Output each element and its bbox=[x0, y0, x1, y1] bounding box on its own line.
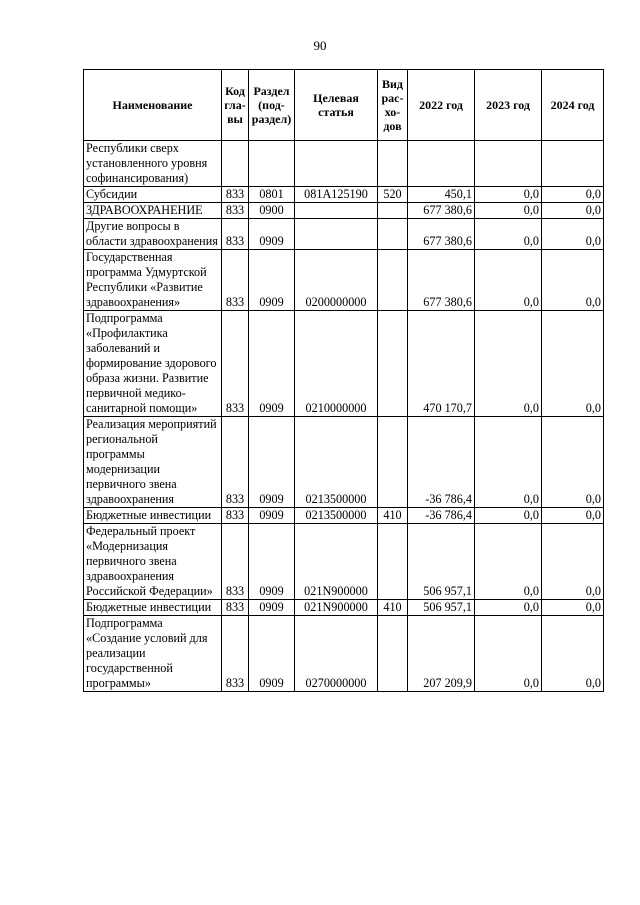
row-target-cell bbox=[295, 141, 378, 187]
row-type-cell bbox=[378, 203, 408, 219]
row-target-cell: 0200000000 bbox=[295, 250, 378, 311]
row-2022-cell: 470 170,7 bbox=[408, 311, 475, 417]
table-row bbox=[84, 141, 604, 187]
header-row bbox=[84, 70, 604, 141]
row-2022-cell: -36 786,4 bbox=[408, 508, 475, 524]
column-header-code: Код гла-вы bbox=[222, 70, 249, 141]
row-2023-cell: 0,0 bbox=[475, 250, 542, 311]
table-row bbox=[84, 187, 604, 203]
row-2022-cell bbox=[408, 141, 475, 187]
table-row bbox=[84, 524, 604, 600]
table-body bbox=[84, 141, 604, 692]
row-section-cell: 0900 bbox=[249, 203, 295, 219]
row-2024-cell: 0,0 bbox=[542, 250, 604, 311]
row-section-cell: 0909 bbox=[249, 250, 295, 311]
row-section-cell: 0909 bbox=[249, 600, 295, 616]
row-section-cell: 0909 bbox=[249, 524, 295, 600]
row-target-cell: 021N900000 bbox=[295, 524, 378, 600]
row-code-cell bbox=[222, 141, 249, 187]
row-2024-cell: 0,0 bbox=[542, 187, 604, 203]
column-header-type: Вид рас-хо-дов bbox=[378, 70, 408, 141]
table-row bbox=[84, 219, 604, 250]
table-row bbox=[84, 417, 604, 508]
row-name-cell: Реализация мероприятий региональной программы модернизации первичного звена здравоохранения bbox=[84, 417, 222, 508]
budget-table bbox=[83, 69, 604, 692]
row-2023-cell: 0,0 bbox=[475, 203, 542, 219]
row-2024-cell: 0,0 bbox=[542, 311, 604, 417]
row-2024-cell: 0,0 bbox=[542, 417, 604, 508]
row-2023-cell: 0,0 bbox=[475, 508, 542, 524]
row-code-cell: 833 bbox=[222, 600, 249, 616]
row-section-cell: 0909 bbox=[249, 616, 295, 692]
row-type-cell bbox=[378, 417, 408, 508]
row-target-cell: 081A125190 bbox=[295, 187, 378, 203]
row-code-cell: 833 bbox=[222, 203, 249, 219]
row-section-cell bbox=[249, 141, 295, 187]
column-header-2023: 2023 год bbox=[475, 70, 542, 141]
row-2022-cell: 450,1 bbox=[408, 187, 475, 203]
row-2022-cell: 207 209,9 bbox=[408, 616, 475, 692]
row-2024-cell: 0,0 bbox=[542, 616, 604, 692]
row-name-cell: Республики сверх установленного уровня софинансирования) bbox=[84, 141, 222, 187]
table-row bbox=[84, 616, 604, 692]
row-name-cell: ЗДРАВООХРАНЕНИЕ bbox=[84, 203, 222, 219]
row-2024-cell: 0,0 bbox=[542, 524, 604, 600]
row-code-cell: 833 bbox=[222, 508, 249, 524]
row-name-cell: Бюджетные инвестиции bbox=[84, 508, 222, 524]
row-name-cell: Другие вопросы в области здравоохранения bbox=[84, 219, 222, 250]
row-name-cell: Подпрограмма «Профилактика заболеваний и формирование здорового образа жизни. Развитие первичной медико-санитарной помощи» bbox=[84, 311, 222, 417]
row-code-cell: 833 bbox=[222, 311, 249, 417]
row-target-cell: 0270000000 bbox=[295, 616, 378, 692]
row-name-cell: Подпрограмма «Создание условий для реализации государственной программы» bbox=[84, 616, 222, 692]
row-code-cell: 833 bbox=[222, 417, 249, 508]
row-2023-cell: 0,0 bbox=[475, 187, 542, 203]
row-type-cell bbox=[378, 250, 408, 311]
column-header-2024: 2024 год bbox=[542, 70, 604, 141]
row-section-cell: 0801 bbox=[249, 187, 295, 203]
row-target-cell: 0210000000 bbox=[295, 311, 378, 417]
row-2022-cell: 677 380,6 bbox=[408, 203, 475, 219]
row-target-cell: 0213500000 bbox=[295, 508, 378, 524]
row-type-cell bbox=[378, 311, 408, 417]
row-code-cell: 833 bbox=[222, 187, 249, 203]
row-section-cell: 0909 bbox=[249, 508, 295, 524]
row-2022-cell: -36 786,4 bbox=[408, 417, 475, 508]
row-2024-cell: 0,0 bbox=[542, 203, 604, 219]
column-header-name: Наименование bbox=[84, 70, 222, 141]
row-type-cell bbox=[378, 219, 408, 250]
table-row bbox=[84, 250, 604, 311]
row-target-cell bbox=[295, 203, 378, 219]
row-code-cell: 833 bbox=[222, 524, 249, 600]
row-2022-cell: 506 957,1 bbox=[408, 524, 475, 600]
row-code-cell: 833 bbox=[222, 616, 249, 692]
row-2024-cell: 0,0 bbox=[542, 508, 604, 524]
row-name-cell: Федеральный проект «Модернизация первичного звена здравоохранения Российской Федерации» bbox=[84, 524, 222, 600]
row-section-cell: 0909 bbox=[249, 219, 295, 250]
row-name-cell: Государственная программа Удмуртской Республики «Развитие здравоохранения» bbox=[84, 250, 222, 311]
row-name-cell: Бюджетные инвестиции bbox=[84, 600, 222, 616]
row-2023-cell: 0,0 bbox=[475, 616, 542, 692]
row-2023-cell bbox=[475, 141, 542, 187]
row-type-cell: 410 bbox=[378, 600, 408, 616]
row-type-cell: 520 bbox=[378, 187, 408, 203]
row-2024-cell: 0,0 bbox=[542, 219, 604, 250]
table-row bbox=[84, 600, 604, 616]
row-2022-cell: 506 957,1 bbox=[408, 600, 475, 616]
row-2024-cell bbox=[542, 141, 604, 187]
column-header-target: Целевая статья bbox=[295, 70, 378, 141]
row-target-cell: 0213500000 bbox=[295, 417, 378, 508]
row-type-cell bbox=[378, 616, 408, 692]
row-code-cell: 833 bbox=[222, 219, 249, 250]
table-row bbox=[84, 203, 604, 219]
table-row bbox=[84, 508, 604, 524]
table-row bbox=[84, 311, 604, 417]
row-section-cell: 0909 bbox=[249, 417, 295, 508]
column-header-section: Раздел (под-раздел) bbox=[249, 70, 295, 141]
row-type-cell bbox=[378, 141, 408, 187]
row-2022-cell: 677 380,6 bbox=[408, 250, 475, 311]
row-code-cell: 833 bbox=[222, 250, 249, 311]
row-2023-cell: 0,0 bbox=[475, 600, 542, 616]
row-name-cell: Субсидии bbox=[84, 187, 222, 203]
row-2024-cell: 0,0 bbox=[542, 600, 604, 616]
row-2023-cell: 0,0 bbox=[475, 524, 542, 600]
row-2023-cell: 0,0 bbox=[475, 311, 542, 417]
row-2022-cell: 677 380,6 bbox=[408, 219, 475, 250]
page-number: 90 bbox=[313, 38, 327, 53]
row-target-cell bbox=[295, 219, 378, 250]
row-2023-cell: 0,0 bbox=[475, 219, 542, 250]
row-target-cell: 021N900000 bbox=[295, 600, 378, 616]
column-header-2022: 2022 год bbox=[408, 70, 475, 141]
row-type-cell: 410 bbox=[378, 508, 408, 524]
row-section-cell: 0909 bbox=[249, 311, 295, 417]
row-2023-cell: 0,0 bbox=[475, 417, 542, 508]
row-type-cell bbox=[378, 524, 408, 600]
